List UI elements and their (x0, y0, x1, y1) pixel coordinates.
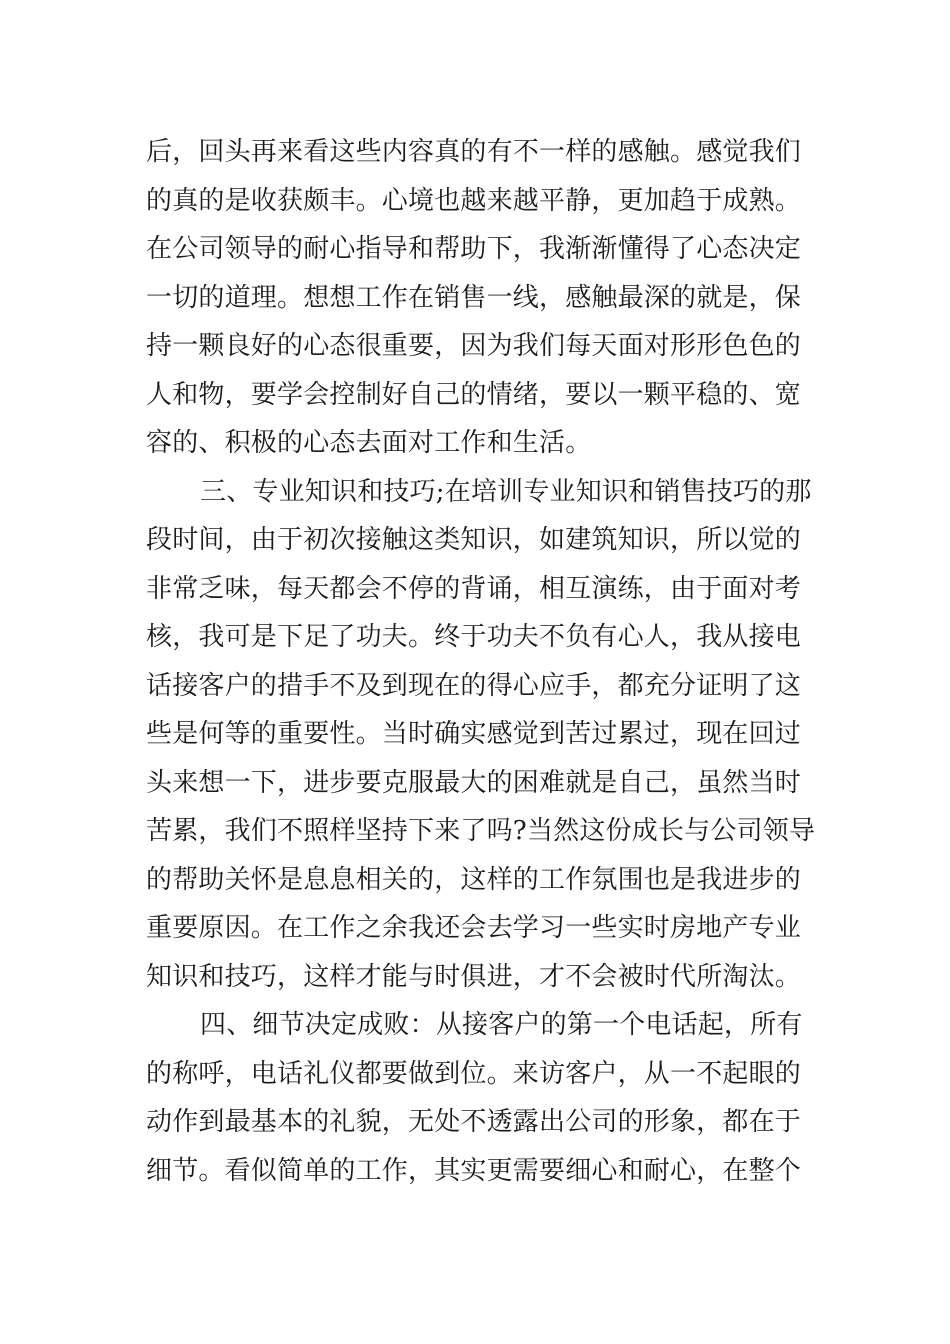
text-line: 人和物，要学会控制好自己的情绪，要以一颗平稳的、宽 (146, 379, 802, 410)
text-line: 知识和技巧，这样才能与时俱进，才不会被时代所淘汰。 (146, 961, 802, 992)
text-line: 核，我可是下足了功夫。终于功夫不负有心人，我从接电 (146, 622, 802, 652)
paragraph-start-line: 三、专业知识和技巧;在培训专业知识和销售技巧的那 (200, 476, 812, 507)
text-line: 话接客户的措手不及到现在的得心应手，都充分证明了这 (146, 670, 802, 701)
text-line: 重要原因。在工作之余我还会去学习一些实时房地产专业 (146, 913, 802, 943)
text-line: 细节。看似简单的工作，其实更需要细心和耐心，在整个 (146, 1155, 802, 1186)
body-text (146, 128, 816, 1195)
text-line: 的称呼，电话礼仪都要做到位。来访客户，从一不起眼的 (146, 1058, 802, 1089)
text-line: 的帮助关怀是息息相关的，这样的工作氛围也是我进步的 (146, 864, 802, 895)
text-line: 动作到最基本的礼貌，无处不透露出公司的形象，都在于 (146, 1107, 802, 1137)
text-line: 非常乏味，每天都会不停的背诵，相互演练，由于面对考 (146, 573, 802, 604)
text-line: 容的、积极的心态去面对工作和生活。 (146, 428, 592, 458)
text-line: 持一颗良好的心态很重要，因为我们每天面对形形色色的 (146, 331, 802, 361)
text-line: 段时间，由于初次接触这类知识，如建筑知识，所以觉的 (146, 525, 802, 555)
text-line: 的真的是收获颇丰。心境也越来越平静，更加趋于成熟。 (146, 185, 802, 216)
text-line: 一切的道理。想想工作在销售一线，感触最深的就是，保 (146, 282, 802, 313)
text-line: 后，回头再来看这些内容真的有不一样的感触。感觉我们 (146, 137, 802, 167)
text-line: 头来想一下，进步要克服最大的困难就是自己，虽然当时 (146, 767, 802, 798)
text-line: 在公司领导的耐心指导和帮助下，我渐渐懂得了心态决定 (146, 234, 802, 264)
paragraph-start-line: 四、细节决定成败：从接客户的第一个电话起，所有 (200, 1010, 803, 1040)
text-line: 苦累，我们不照样坚持下来了吗?当然这份成长与公司领导 (146, 816, 816, 846)
text-line: 些是何等的重要性。当时确实感觉到苦过累过，现在回过 (146, 719, 802, 749)
